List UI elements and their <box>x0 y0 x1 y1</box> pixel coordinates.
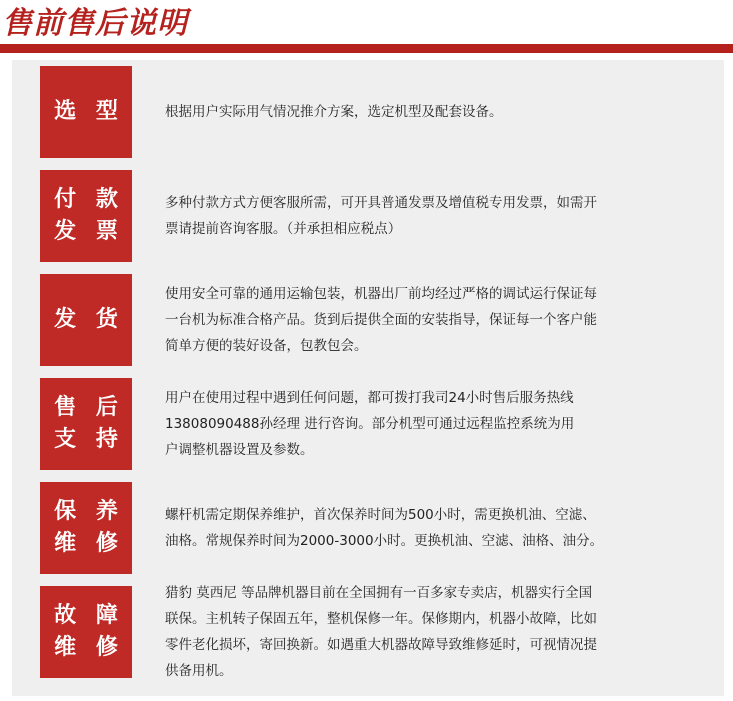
section-label-line: 付 款 <box>54 187 124 212</box>
section-label-line: 选 型 <box>54 99 124 124</box>
description-line: 用户在使用过程中遇到任何问题，都可拨打我司24小时售后服务热线 <box>165 390 574 406</box>
section-label-line: 保 养 <box>54 499 124 524</box>
description-line: 供备用机。 <box>165 663 233 679</box>
section-label-line: 发 票 <box>54 219 124 244</box>
description-line: 一台机为标准合格产品。货到后提供全面的安装指导，保证每一个客户能 <box>165 312 597 328</box>
section-label-line: 维 修 <box>54 635 124 660</box>
section-label-line: 发 货 <box>54 307 124 332</box>
description-line: 多种付款方式方便客服所需，可开具普通发票及增值税专用发票，如需开 <box>165 195 597 211</box>
section-label-line: 故 障 <box>54 603 124 628</box>
section-label-line: 售 后 <box>54 395 124 420</box>
description-line: 联保。主机转子保固五年，整机保修一年。保修期内，机器小故障，比如 <box>165 611 597 627</box>
section-label <box>40 170 132 262</box>
section-after-sales-support <box>40 378 700 470</box>
description-line: 13808090488孙经理 进行咨询。部分机型可通过远程监控系统为用 <box>165 416 575 432</box>
description-line: 螺杆机需定期保养维护，首次保养时间为500小时，需更换机油、空滤、 <box>165 507 596 523</box>
section-fault-repair <box>40 586 700 678</box>
description-line: 油格。常规保养时间为2000-3000小时。更换机油、空滤、油格、油分。 <box>165 533 604 549</box>
section-description <box>165 482 677 574</box>
section-description <box>165 66 677 158</box>
description-line: 使用安全可靠的通用运输包装，机器出厂前均经过严格的调试运行保证每 <box>165 286 597 302</box>
section-label <box>40 274 132 366</box>
section-label <box>40 482 132 574</box>
header <box>0 0 733 56</box>
section-description <box>165 170 677 262</box>
description-line: 零件老化损坏，寄回换新。如遇重大机器故障导致维修延时，可视情况提 <box>165 637 597 653</box>
section-payment-invoice <box>40 170 700 262</box>
section-shipping <box>40 274 700 366</box>
section-maintenance <box>40 482 700 574</box>
section-label <box>40 586 132 678</box>
section-label-line: 支 持 <box>54 427 124 452</box>
section-label <box>40 378 132 470</box>
section-description <box>165 274 677 366</box>
description-line: 户调整机器设置及参数。 <box>165 442 314 458</box>
section-label-line: 维 修 <box>54 531 124 556</box>
section-label <box>40 66 132 158</box>
description-line: 猎豹 莫西尼 等品牌机器目前在全国拥有一百多家专卖店，机器实行全国 <box>165 585 593 601</box>
description-line: 根据用户实际用气情况推介方案，选定机型及配套设备。 <box>165 104 503 120</box>
section-description <box>165 378 677 470</box>
description-line: 票请提前咨询客服。（并承担相应税点） <box>165 221 402 237</box>
section-selection <box>40 66 700 158</box>
page-title: 售前售后说明 <box>2 6 188 41</box>
description-line: 简单方便的装好设备，包教包会。 <box>165 338 368 354</box>
section-description <box>165 582 677 682</box>
header-divider <box>0 44 733 53</box>
